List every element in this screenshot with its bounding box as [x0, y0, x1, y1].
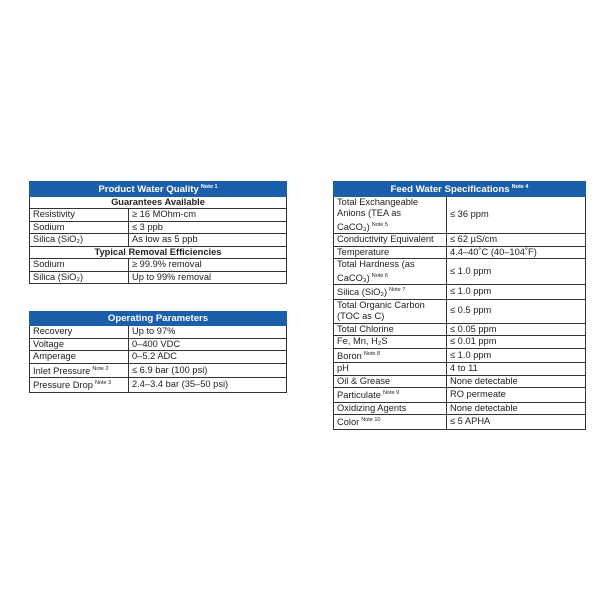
note-ref: Note 7 [389, 287, 406, 293]
label-text: Oil & Grease [337, 375, 391, 386]
label-text: Amperage [33, 351, 76, 361]
row-label [334, 388, 447, 403]
table-title [30, 182, 287, 197]
label-text: Voltage [33, 338, 65, 349]
row-label [334, 402, 447, 415]
row-value: ≤ 1.0 ppm [447, 348, 586, 363]
row-value: 4.4–40˚C (40–104˚F) [447, 246, 586, 259]
label-text: Total Chlorine [337, 323, 394, 334]
row-value: 0–400 VDC [129, 338, 287, 351]
note-ref: Note 3 [94, 380, 112, 386]
row-value: ≤ 0.5 ppm [447, 299, 586, 323]
table-row [334, 388, 586, 403]
feed-water-specifications-table [333, 181, 586, 430]
label-text: Total Hardness (as CaCO₃) [337, 259, 415, 283]
row-label [334, 259, 447, 285]
note-ref: Note 10 [361, 417, 381, 423]
title-text: Product Water Quality [98, 184, 199, 195]
table-row [334, 375, 586, 388]
table-title: Operating Parameters [30, 312, 287, 326]
row-value: ≤ 6.9 bar (100 psi) [129, 363, 287, 378]
label-text: Boron [337, 350, 362, 361]
row-label: Resistivity [30, 209, 129, 222]
row-label [334, 363, 447, 376]
note-ref: Note 4 [511, 184, 529, 190]
row-value: ≤ 3 ppb [129, 221, 287, 234]
table-row [334, 246, 586, 259]
note-ref: Note 9 [382, 390, 400, 396]
row-value: RO permeate [447, 388, 586, 403]
row-value: ≤ 1.0 ppm [447, 259, 586, 285]
table-row [30, 378, 287, 393]
label-text: Silica (SiO₂) [337, 287, 388, 297]
row-value: Up to 99% removal [129, 271, 287, 284]
table-row [334, 363, 586, 376]
row-label: Sodium [30, 259, 129, 272]
row-value: 0–5.2 ADC [129, 351, 287, 364]
row-value: As low as 5 ppb [129, 234, 287, 247]
table-row [334, 402, 586, 415]
table-row [30, 338, 287, 351]
table-row [334, 299, 586, 323]
note-ref: Note 2 [92, 365, 109, 372]
table-row [30, 363, 287, 378]
row-label [334, 336, 447, 349]
row-label [30, 363, 129, 378]
label-text: Total Organic Carbon (TOC as C) [337, 299, 425, 321]
note-ref: Note 6 [371, 272, 388, 279]
label-text: Conductivity Equivalent [337, 234, 434, 244]
table-title [334, 182, 586, 197]
row-value: ≥ 16 MOhm-cm [129, 209, 287, 222]
row-value: None detectable [447, 402, 586, 415]
table-row [334, 415, 586, 430]
row-value: ≤ 0.01 ppm [447, 336, 586, 349]
label-text: Oxidizing Agents [337, 402, 407, 413]
row-value: 2.4–3.4 bar (35–50 psi) [129, 378, 287, 393]
row-label [30, 338, 129, 351]
note-ref: Note 5 [371, 221, 388, 228]
table-row [334, 234, 586, 247]
row-label [334, 415, 447, 430]
section-heading: Guarantees Available [30, 196, 287, 209]
row-label [334, 299, 447, 323]
label-text: Recovery [33, 326, 73, 336]
row-label [334, 196, 447, 234]
title-text: Feed Water Specifications [390, 184, 510, 195]
label-text: Total Exchangeable Anions (TEA as CaCO₃) [337, 196, 419, 232]
table-row [30, 234, 287, 247]
table-row [334, 259, 586, 285]
note-ref: Note 1 [200, 184, 218, 190]
note-ref: Note 8 [363, 350, 381, 357]
product-water-quality-table [29, 181, 287, 284]
row-value: Up to 97% [129, 326, 287, 339]
table-row [30, 351, 287, 364]
row-value: ≤ 62 µS/cm [447, 234, 586, 247]
table-row [334, 336, 586, 349]
table-row [334, 285, 586, 300]
label-text: pH [337, 363, 349, 373]
operating-parameters-table [29, 311, 287, 393]
row-label [334, 323, 447, 336]
row-label [334, 348, 447, 363]
label-text: Inlet Pressure [33, 365, 91, 376]
table-row [30, 221, 287, 234]
row-label: Silica (SiO₂) [30, 234, 129, 247]
table-row [334, 348, 586, 363]
table-row [30, 259, 287, 272]
row-label [334, 285, 447, 300]
table-row [30, 326, 287, 339]
row-label: Sodium [30, 221, 129, 234]
row-value: ≤ 36 ppm [447, 196, 586, 234]
label-text: Temperature [337, 246, 390, 257]
row-label [334, 375, 447, 388]
row-label [334, 246, 447, 259]
table-row [30, 209, 287, 222]
label-text: Color [337, 417, 360, 427]
row-value: ≤ 0.05 ppm [447, 323, 586, 336]
label-text: Particulate [337, 390, 381, 400]
row-value: None detectable [447, 375, 586, 388]
label-text: Fe, Mn, H₂S [337, 336, 388, 346]
row-label [334, 234, 447, 247]
section-heading: Typical Removal Efficiencies [30, 246, 287, 259]
table-row [334, 196, 586, 234]
table-row [30, 271, 287, 284]
row-label [30, 378, 129, 393]
row-label [30, 351, 129, 364]
row-value: ≤ 1.0 ppm [447, 285, 586, 300]
row-value: ≤ 5 APHA [447, 415, 586, 430]
table-row [334, 323, 586, 336]
row-label [30, 326, 129, 339]
row-value: 4 to 11 [447, 363, 586, 376]
row-label: Silica (SiO₂) [30, 271, 129, 284]
label-text: Pressure Drop [33, 380, 93, 390]
row-value: ≥ 99.9% removal [129, 259, 287, 272]
